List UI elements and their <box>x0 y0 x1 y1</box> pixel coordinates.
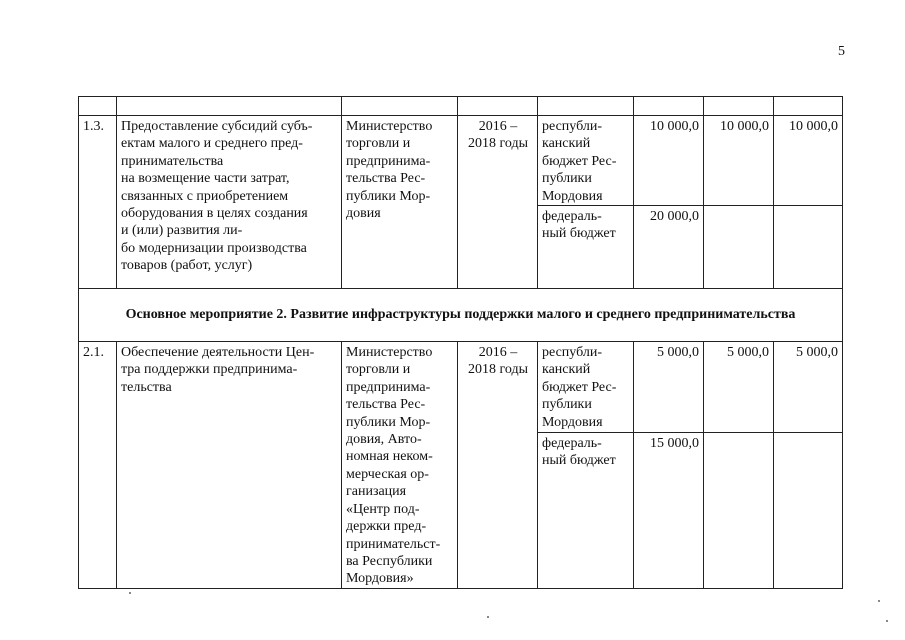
amount-2016: 10 000,0 <box>634 116 704 206</box>
amount-2017: 10 000,0 <box>704 116 774 206</box>
page-number: 5 <box>838 44 845 59</box>
row-period: 2016 – 2018 годы <box>458 342 538 589</box>
funding-source: федераль- ный бюджет <box>538 206 634 289</box>
row-description: Предоставление субсидий субъ- ектам малого и среднего пред- принимательства на возмещение части затрат, связанных с приобретением оборудования в целях создания и (или) развития ли- бо модернизации производства товаров (работ, услуг) <box>117 116 342 289</box>
amount-2017 <box>704 206 774 289</box>
row-executor: Министерство торговли и предпринима- тельства Рес- публики Мор- довия, Авто- номная неком- мерческая ор- ганизация «Центр под- держки пред- принимательст- ва Республики Мордовия» <box>342 342 458 589</box>
scan-speck <box>878 600 880 602</box>
funding-source: федераль- ный бюджет <box>538 432 634 588</box>
row-executor: Министерство торговли и предпринима- тельства Рес- публики Мор- довия <box>342 116 458 289</box>
scan-speck <box>129 592 131 594</box>
row-number: 1.3. <box>79 116 117 289</box>
amount-2018: 5 000,0 <box>774 342 843 433</box>
amount-2017: 5 000,0 <box>704 342 774 433</box>
amount-2018 <box>774 206 843 289</box>
amount-2017 <box>704 432 774 588</box>
funding-source: республи- канский бюджет Рес- публики Мордовия <box>538 116 634 206</box>
section-row <box>79 289 843 342</box>
amount-2016: 15 000,0 <box>634 432 704 588</box>
scan-speck <box>487 616 489 618</box>
table-row <box>79 116 843 206</box>
row-description: Обеспечение деятельности Цен- тра поддержки предпринима- тельства <box>117 342 342 589</box>
scan-speck <box>886 620 888 622</box>
amount-2016: 20 000,0 <box>634 206 704 289</box>
amount-2018: 10 000,0 <box>774 116 843 206</box>
table-header-strip <box>79 97 843 116</box>
program-table <box>78 96 843 589</box>
amount-2016: 5 000,0 <box>634 342 704 433</box>
row-number: 2.1. <box>79 342 117 589</box>
amount-2018 <box>774 432 843 588</box>
funding-source: республи- канский бюджет Рес- публики Мордовия <box>538 342 634 433</box>
table-row <box>79 342 843 433</box>
section-heading: Основное мероприятие 2. Развитие инфраструктуры поддержки малого и среднего предпринимательства <box>79 289 843 342</box>
row-period: 2016 – 2018 годы <box>458 116 538 289</box>
